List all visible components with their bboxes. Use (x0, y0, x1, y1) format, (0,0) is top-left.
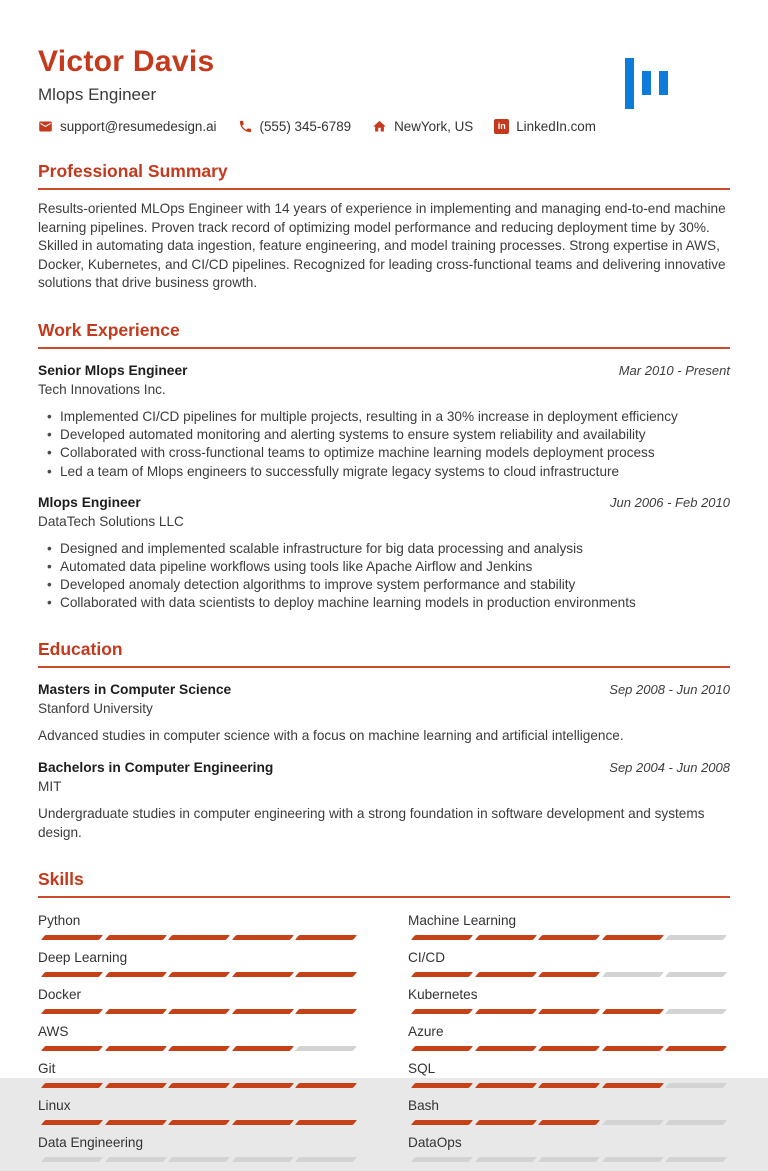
skill-bar-segment (665, 1157, 727, 1162)
section-skills (38, 869, 730, 1171)
skill-level-bar (408, 1083, 730, 1088)
skill-bar-segment (104, 935, 166, 940)
job-dates: Mar 2010 - Present (618, 363, 730, 379)
education-description: Advanced studies in computer science with a focus on machine learning and artificial intelligence. (38, 728, 624, 744)
skill-bar-segment (41, 1120, 103, 1125)
skill-item (38, 1097, 360, 1125)
skill-level-bar (38, 1120, 360, 1125)
logo-bar-short-2 (659, 71, 668, 95)
skill-bar-segment (665, 1120, 727, 1125)
skill-bar-segment (665, 1083, 727, 1088)
resume-header (38, 46, 730, 134)
contact-email-text: support@resumedesign.ai (60, 119, 217, 134)
skill-bar-segment (538, 1120, 600, 1125)
skill-bar-segment (41, 1046, 103, 1051)
person-job-title: Mlops Engineer (38, 85, 157, 104)
skill-item (408, 1134, 730, 1162)
job-dates: Jun 2006 - Feb 2010 (610, 494, 730, 510)
skill-bar-segment (665, 1009, 727, 1014)
skill-level-bar (38, 1157, 360, 1162)
skill-level-bar (408, 1009, 730, 1014)
skill-bar-segment (474, 1009, 536, 1014)
skill-bar-segment (474, 972, 536, 977)
skill-bar-segment (232, 1009, 294, 1014)
skill-bar-segment (232, 1120, 294, 1125)
job-bullet: • Developed anomaly detection algorithms to improve system performance and stability (38, 576, 730, 594)
logo-bar-tall (625, 58, 634, 109)
contact-linkedin[interactable] (494, 119, 596, 134)
skill-bar-segment (602, 935, 664, 940)
skill-bar-segment (411, 1046, 473, 1051)
skill-bar-segment (168, 1046, 230, 1051)
skill-item (38, 1023, 360, 1051)
skill-bar-segment (602, 1009, 664, 1014)
skill-item (38, 1060, 360, 1088)
job-title: Senior Mlops Engineer (38, 363, 188, 379)
job-entry (38, 494, 730, 613)
job-bullet: • Automated data pipeline workflows using tools like Apache Airflow and Jenkins (38, 558, 730, 576)
skill-bar-segment (168, 1157, 230, 1162)
skill-item (408, 912, 730, 940)
skill-level-bar (38, 972, 360, 977)
section-rule (38, 896, 730, 898)
skill-level-bar (408, 1157, 730, 1162)
education-school: MIT (38, 779, 62, 795)
job-bullet: • Collaborated with cross-functional teams to optimize machine learning models deployment process (38, 444, 730, 462)
skill-item (408, 1097, 730, 1125)
skill-bar-segment (232, 1157, 294, 1162)
skill-level-bar (38, 1083, 360, 1088)
education-dates: Sep 2008 - Jun 2010 (609, 682, 730, 698)
skill-bar-segment (602, 1083, 664, 1088)
skill-bar-segment (538, 1083, 600, 1088)
education-dates: Sep 2004 - Jun 2008 (609, 759, 730, 775)
contact-phone-text: (555) 345-6789 (259, 119, 352, 134)
skill-bar-segment (41, 935, 103, 940)
skill-item (38, 986, 360, 1014)
skill-name: Kubernetes (408, 987, 478, 1003)
skill-bar-segment (411, 1120, 473, 1125)
skill-bar-segment (295, 1009, 357, 1014)
linkedin-icon: in (494, 119, 509, 134)
education-entry (38, 759, 730, 842)
contact-phone[interactable] (238, 119, 352, 134)
section-rule (38, 666, 730, 668)
job-bullet: • Implemented CI/CD pipelines for multiple projects, resulting in a 30% increase in deployment efficiency (38, 408, 730, 426)
skill-item (38, 949, 360, 977)
skill-name: CI/CD (408, 950, 446, 966)
skill-item (408, 1060, 730, 1088)
skill-item (408, 986, 730, 1014)
job-company: DataTech Solutions LLC (38, 513, 184, 529)
skill-bar-segment (602, 1120, 664, 1125)
education-degree: Masters in Computer Science (38, 682, 232, 698)
skill-level-bar (408, 935, 730, 940)
skill-bar-segment (232, 935, 294, 940)
job-company: Tech Innovations Inc. (38, 382, 166, 398)
skill-bar-segment (538, 935, 600, 940)
skill-bar-segment (411, 1157, 473, 1162)
skill-bar-segment (104, 1120, 166, 1125)
section-work-experience (38, 320, 730, 612)
skill-bar-segment (411, 972, 473, 977)
skill-bar-segment (474, 1120, 536, 1125)
skill-bar-segment (104, 972, 166, 977)
contact-location[interactable] (372, 119, 473, 134)
skills-grid (38, 912, 730, 1171)
email-icon (38, 119, 53, 134)
job-entry (38, 362, 730, 481)
job-bullet: • Designed and implemented scalable infrastructure for big data processing and analysis (38, 540, 730, 558)
education-description: Undergraduate studies in computer engineering with a strong foundation in software development and systems design. (38, 806, 705, 840)
skill-bar-segment (168, 1083, 230, 1088)
skill-level-bar (408, 1120, 730, 1125)
skill-bar-segment (474, 1046, 536, 1051)
skill-name: Deep Learning (38, 950, 128, 966)
skill-bar-segment (232, 972, 294, 977)
skill-bar-segment (104, 1157, 166, 1162)
home-icon (372, 119, 387, 134)
education-entry-head (38, 681, 730, 718)
person-name: Victor Davis (38, 45, 215, 78)
skill-bar-segment (474, 1157, 536, 1162)
skill-bar-segment (665, 1046, 727, 1051)
skill-bar-segment (411, 1009, 473, 1014)
skill-bar-segment (538, 1157, 600, 1162)
skill-name: Docker (38, 987, 82, 1003)
skill-level-bar (38, 1009, 360, 1014)
skill-bar-segment (538, 972, 600, 977)
skill-bar-segment (41, 1083, 103, 1088)
skill-bar-segment (474, 1083, 536, 1088)
skill-bar-segment (168, 1009, 230, 1014)
skill-bar-segment (295, 1157, 357, 1162)
skill-level-bar (408, 972, 730, 977)
contact-linkedin-text: LinkedIn.com (516, 119, 596, 134)
contact-email[interactable] (38, 119, 217, 134)
skill-bar-segment (168, 972, 230, 977)
skill-level-bar (38, 935, 360, 940)
education-degree-school (38, 759, 273, 796)
skill-level-bar (38, 1046, 360, 1051)
skill-level-bar (408, 1046, 730, 1051)
contact-location-text: NewYork, US (394, 119, 474, 134)
skill-name: Data Engineering (38, 1135, 144, 1151)
skill-name: DataOps (408, 1135, 462, 1151)
skill-item (38, 912, 360, 940)
job-bullet: • Developed automated monitoring and alerting systems to ensure system reliability and availability (38, 426, 730, 444)
section-professional-summary (38, 161, 730, 293)
job-title: Mlops Engineer (38, 494, 141, 510)
job-title-company (38, 362, 188, 399)
section-rule (38, 188, 730, 190)
education-school: Stanford University (38, 701, 153, 717)
section-heading-summary: Professional Summary (38, 161, 228, 181)
job-bullets (38, 540, 730, 612)
skill-bar-segment (41, 1157, 103, 1162)
skill-bar-segment (538, 1046, 600, 1051)
section-heading-education: Education (38, 639, 123, 660)
skill-bar-segment (295, 935, 357, 940)
logo-bar-short-1 (642, 71, 651, 95)
skill-bar-segment (665, 935, 727, 940)
education-degree: Bachelors in Computer Engineering (38, 759, 274, 775)
skill-bar-segment (295, 972, 357, 977)
skill-bar-segment (665, 972, 727, 977)
skill-bar-segment (602, 972, 664, 977)
skill-item (408, 949, 730, 977)
education-entry (38, 681, 730, 746)
education-entry-head (38, 759, 730, 796)
skill-item (38, 1134, 360, 1162)
section-rule (38, 347, 730, 349)
job-bullet: • Led a team of Mlops engineers to successfully migrate legacy systems to cloud infrastructure (38, 463, 730, 481)
skill-name: Azure (408, 1024, 444, 1040)
skill-bar-segment (41, 1009, 103, 1014)
skill-bar-segment (538, 1009, 600, 1014)
skill-bar-segment (168, 935, 230, 940)
skill-bar-segment (168, 1120, 230, 1125)
skill-bar-segment (411, 935, 473, 940)
skill-bar-segment (295, 1083, 357, 1088)
section-education (38, 639, 730, 842)
skill-bar-segment (104, 1046, 166, 1051)
skill-bar-segment (104, 1009, 166, 1014)
job-entry-head (38, 362, 730, 399)
job-bullets (38, 408, 730, 480)
phone-icon (238, 119, 253, 134)
brand-logo-bars-icon (625, 58, 668, 109)
skill-bar-segment (232, 1046, 294, 1051)
skill-bar-segment (295, 1046, 357, 1051)
skill-bar-segment (602, 1046, 664, 1051)
skill-name: AWS (38, 1024, 69, 1040)
skill-name: SQL (408, 1061, 436, 1077)
skill-bar-segment (411, 1083, 473, 1088)
skill-bar-segment (41, 972, 103, 977)
education-degree-school (38, 681, 231, 718)
section-heading-skills: Skills (38, 869, 84, 890)
section-heading-experience: Work Experience (38, 320, 180, 341)
job-bullet: • Collaborated with data scientists to deploy machine learning models in production environments (38, 594, 730, 612)
skill-bar-segment (232, 1083, 294, 1088)
skill-name: Machine Learning (408, 913, 517, 929)
contact-row (38, 119, 730, 134)
skill-bar-segment (602, 1157, 664, 1162)
skill-name: Python (38, 913, 81, 929)
job-entry-head (38, 494, 730, 531)
summary-text: Results-oriented MLOps Engineer with 14 years of experience in implementing and managing end-to-end machine learning pipelines. Proven track record of optimizing model performance and reducing deployment time by 30%. Skilled in automating data ingestion, feature engineering, and model training processes. Strong expertise in AWS, Docker, Kubernetes, and CI/CD pipelines. Recognized for leading cross-functional teams and delivering innovative solutions that drive business growth. (38, 201, 726, 291)
skill-name: Git (38, 1061, 56, 1077)
skill-bar-segment (474, 935, 536, 940)
skill-bar-segment (104, 1083, 166, 1088)
skill-bar-segment (295, 1120, 357, 1125)
skill-name: Bash (408, 1098, 439, 1114)
skill-item (408, 1023, 730, 1051)
job-title-company (38, 494, 184, 531)
skill-name: Linux (38, 1098, 71, 1114)
